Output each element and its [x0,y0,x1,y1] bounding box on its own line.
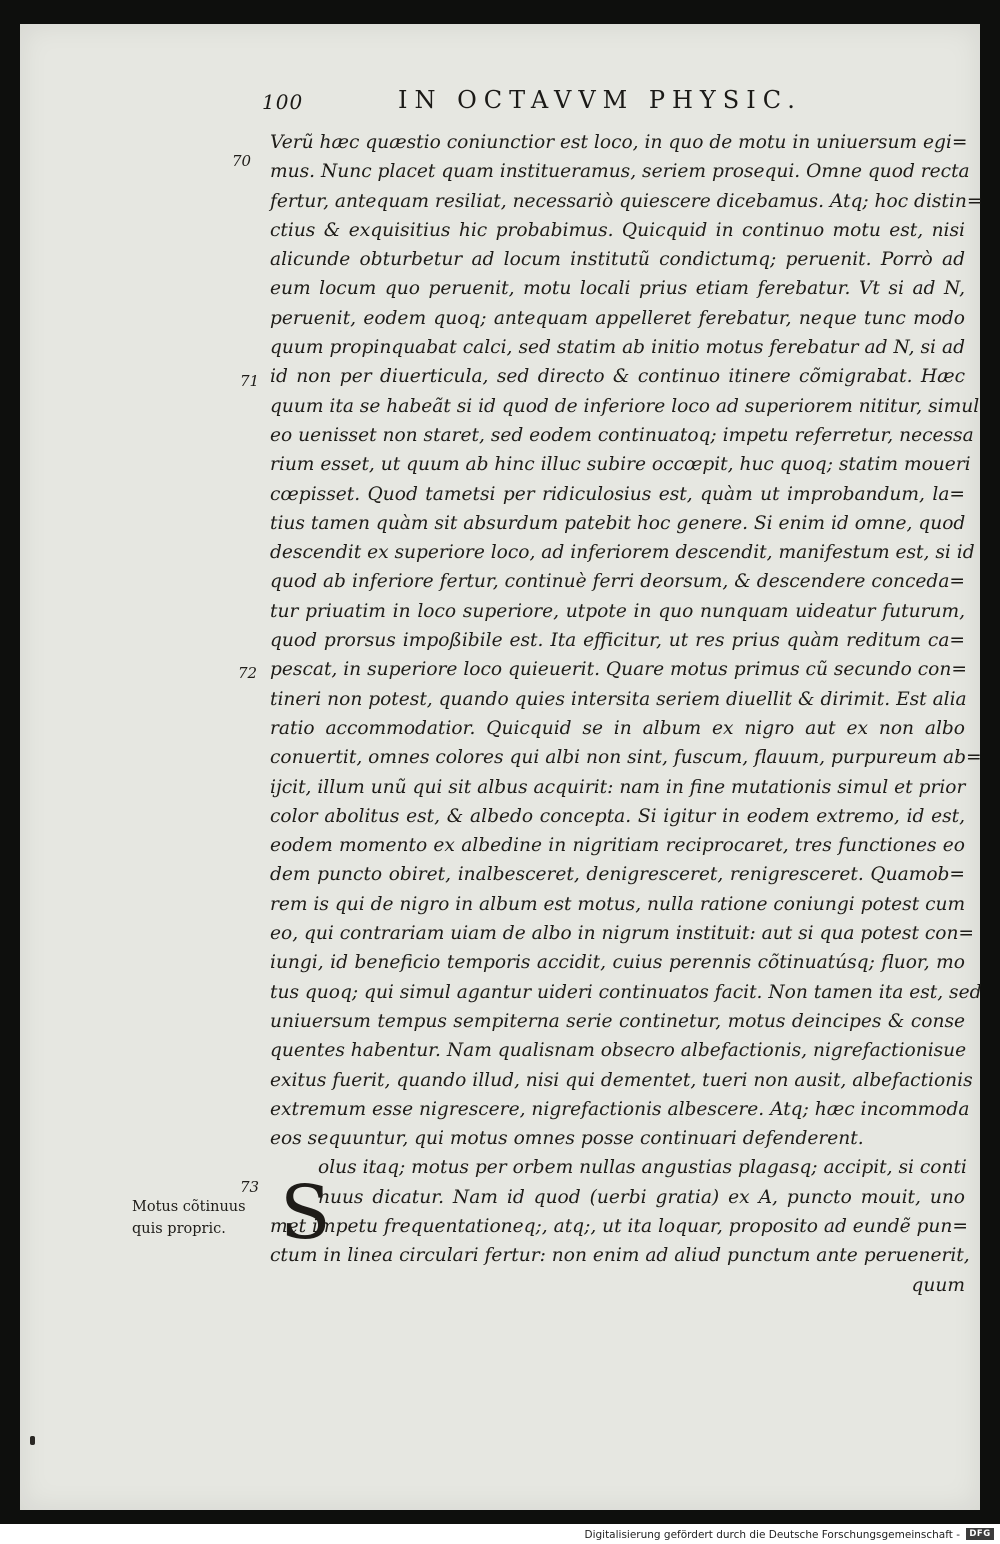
text-line: fertur, antequam resiliat, necessariò quiescere dicebamus. Atq; hoc distin= [270,190,983,212]
section-number: 73 [240,1178,260,1196]
text-line: alicunde obturbetur ad locum institutũ condictumq; peruenit. Porrò ad [270,249,965,271]
margin-note [132,1196,260,1240]
text-line: id non per diuerticula, sed directo & continuo itinere cõmigrabat. Hæc [270,366,965,388]
text-line: descendit ex superiore loco, ad inferiorem descendit, manifestum est, si id [270,542,975,564]
footer-credit: Digitalisierung gefördert durch die Deutsche Forschungsgemeinschaft - [584,1529,960,1541]
text-line: uniuersum tempus sempiterna serie continetur, motus deincipes & conse [270,1010,965,1032]
text-line: pescat, in superiore loco quieuerit. Quare motus primus cũ secundo con= [270,659,967,681]
text-line: ctum in linea circulari fertur: non enim ad aliud punctum ante peruenerit, [270,1245,970,1267]
drop-cap: S [280,1170,331,1256]
section-number: 71 [240,372,260,390]
margin-mark [30,1436,35,1445]
text-line: ijcit, illum unũ qui sit albus acquirit: nam in fine mutationis simul et prior [270,776,966,798]
text-line: quentes habentur. Nam qualisnam obsecro albefactionis, nigrefactionisue [270,1040,967,1062]
text-line: conuertit, omnes colores qui albi non sint, fuscum, flauum, purpureum ab= [270,747,982,769]
page-header [262,86,862,120]
text-line: quod ab inferiore fertur, continuè ferri deorsum, & descendere conceda= [270,571,965,593]
text-line: tius tamen quàm sit absurdum patebit hoc genere. Si enim id omne, quod [270,512,966,534]
page-number: 100 [262,90,304,114]
text-line: rem is qui de nigro in album est motus, nulla ratione coniungi potest cum [270,893,966,915]
text-line: quod prorsus impoßibile est. Ita efficitur, ut res prius quàm reditum ca= [270,630,965,652]
dfg-logo[interactable]: DFG [966,1528,994,1540]
text-line: extremum esse nigrescere, nigrefactionis albescere. Atq; hæc incommoda [270,1098,970,1120]
text-line: olus itaq; motus per orbem nullas angustias plagasq; accipit, si conti [318,1157,967,1179]
text-line: exitus fuerit, quando illud, nisi qui dementet, tueri non ausit, albefactionis [270,1069,973,1091]
text-line: tur priuatim in loco superiore, utpote in quo nunquam uideatur futurum, [270,600,965,622]
text-line: rium esset, ut quum ab hinc illuc subire occœpit, huc quoq; statim moueri [270,454,971,476]
text-line: eum locum quo peruenit, motu locali prius etiam ferebatur. Vt si ad N, [270,278,965,300]
text-line: nuus dicatur. Nam id quod (uerbi gratia) ex A, puncto mouit, uno [318,1186,965,1208]
text-line: peruenit, eodem quoq; antequam appelleret ferebatur, neque tunc modo [270,307,965,329]
text-line: eodem momento ex albedine in nigritiam reciprocaret, tres functiones eo [270,835,965,857]
text-line: eo uenisset non staret, sed eodem continuatoq; impetu referretur, necessa [270,424,974,446]
text-line: eo, qui contrariam uiam de albo in nigrum instituit: aut si qua potest con= [270,923,975,945]
margin-note-line: Motus cõtinuus [132,1199,246,1215]
margin-note-line: quis propric. [132,1221,226,1237]
text-line: tus quoq; qui simul agantur uideri continuatos facit. Non tamen ita est, sed [270,981,982,1003]
text-line: cœpisset. Quod tametsi per ridiculosius est, quàm ut improbandum, la= [270,483,965,505]
text-line: quum propinquabat calci, sed statim ab initio motus ferebatur ad N, si ad [270,337,965,359]
text-line: eos sequuntur, qui motus omnes posse continuari defenderent. [270,1128,864,1150]
running-head: IN OCTAVVM PHYSIC. [398,86,802,114]
text-line: Verũ hæc quæstio coniunctior est loco, in quo de motu in uniuersum egi= [270,132,968,153]
catchword: quum [911,1274,965,1296]
section-number: 70 [232,152,252,170]
footer-bar [0,1524,1000,1544]
text-line: color abolitus est, & albedo concepta. Si igitur in eodem extremo, id est, [270,805,965,827]
text-line: met impetu frequentationeq;, atq;, ut ita loquar, proposito ad eundẽ pun= [270,1215,968,1237]
text-line: quum ita se habeãt si id quod de inferiore loco ad superiorem nititur, simul [270,395,980,417]
text-line: iungi, id beneficio temporis accidit, cuius perennis cõtinuatúsq; fluor, mo [270,952,965,974]
text-line: tineri non potest, quando quies intersita seriem diuellit & dirimit. Est alia [270,688,967,710]
text-line: mus. Nunc placet quam institueramus, seriem prosequi. Omne quod recta [270,161,970,183]
text-line: ratio accommodatior. Quicquid se in album ex nigro aut ex non albo [270,717,965,739]
main-text [270,128,983,1300]
text-line: ctius & exquisitius hic probabimus. Quicquid in continuo motu est, nisi [270,219,965,241]
text-line: dem puncto obiret, inalbesceret, denigresceret, renigresceret. Quamob= [270,864,965,886]
section-number: 72 [238,664,258,682]
